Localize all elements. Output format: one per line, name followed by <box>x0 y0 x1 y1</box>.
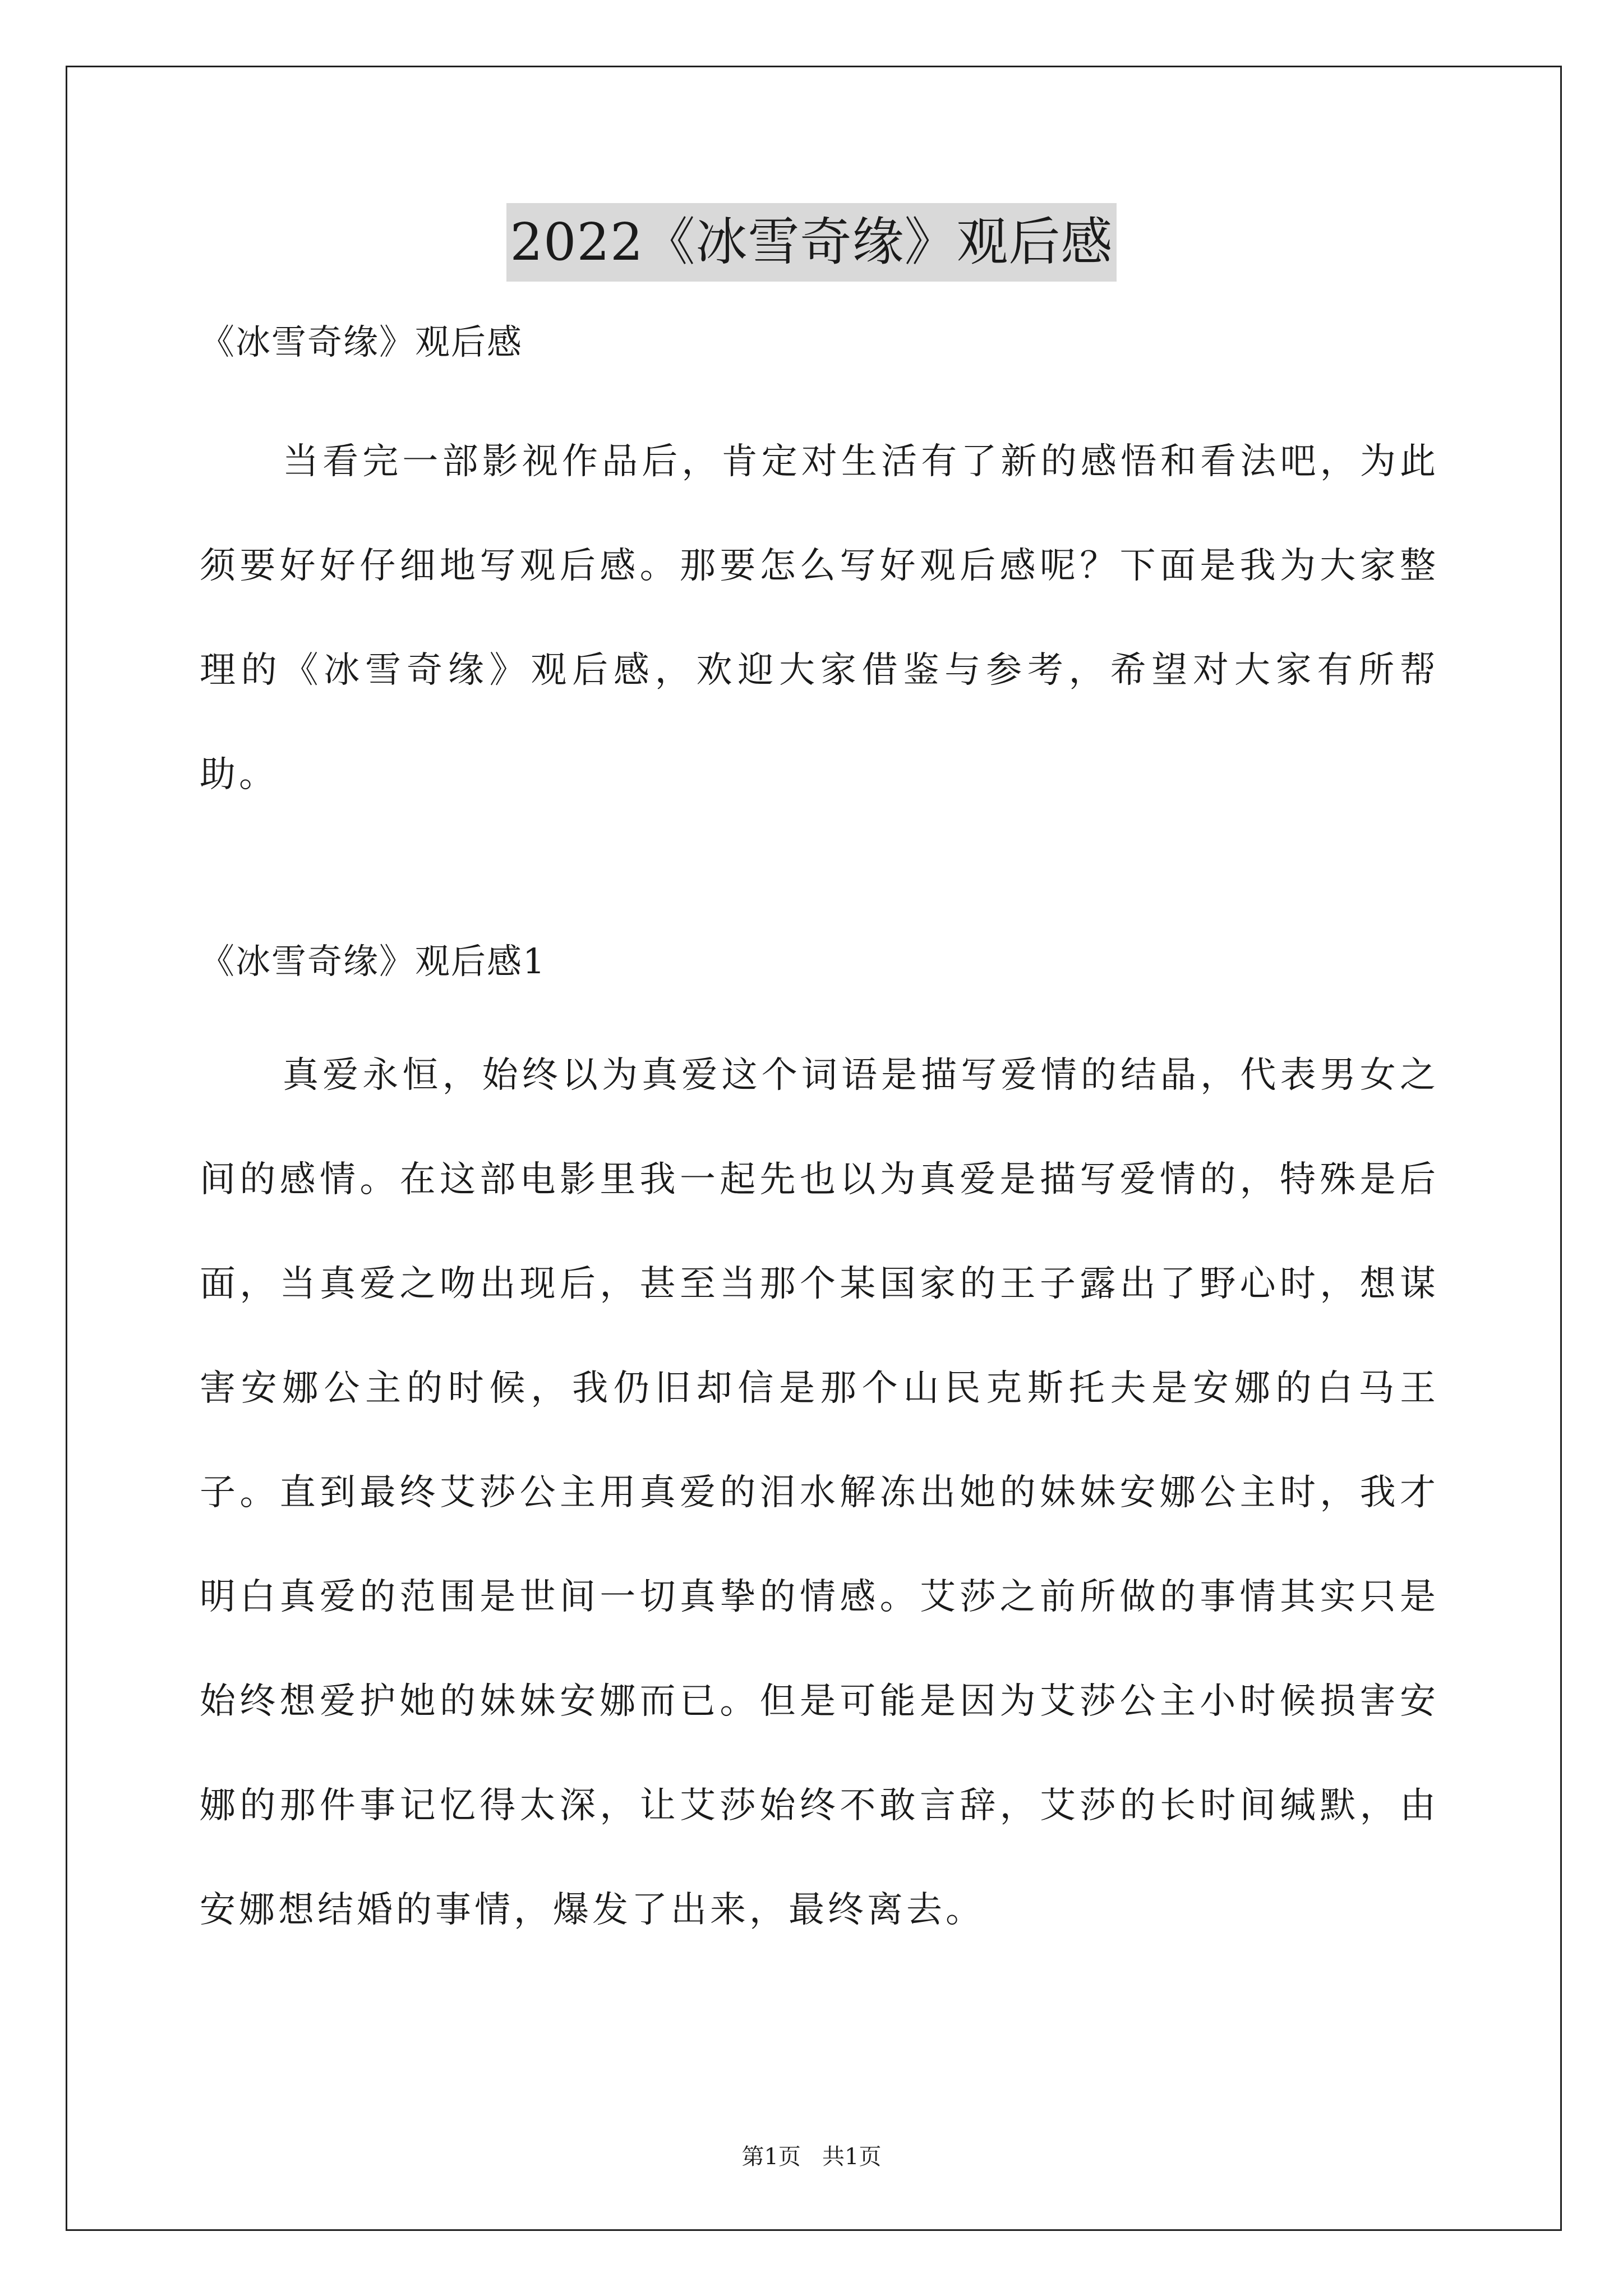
title-container <box>0 203 1623 282</box>
document-title: 2022《冰雪奇缘》观后感 <box>506 203 1116 282</box>
intro-paragraph: 当看完一部影视作品后，肯定对生活有了新的感悟和看法吧，为此须要好好仔细地写观后感。那要怎么写好观后感呢？下面是我为大家整理的《冰雪奇缘》观后感，欢迎大家借鉴与参考，希望对大家有所帮助。 <box>200 441 1439 795</box>
page-footer: 第1页 共1页 <box>741 2144 882 2170</box>
section1-paragraph: 真爱永恒，始终以为真爱这个词语是描写爱情的结晶，代表男女之间的感情。在这部电影里我一起先也以为真爱是描写爱情的，特殊是后面，当真爱之吻出现后，甚至当那个某国家的王子露出了野心时，想谋害安娜公主的时候，我仍旧却信是那个山民克斯托夫是安娜的白马王子。直到最终艾莎公主用真爱的泪水解冻出她的妹妹安娜公主时，我才明白真爱的范围是世间一切真挚的情感。艾莎之前所做的事情其实只是始终想爱护她的妹妹安娜而已。但是可能是因为艾莎公主小时候损害安娜的那件事记忆得太深，让艾莎始终不敢言辞，艾莎的长时间缄默，由安娜想结婚的事情，爆发了出来，最终离去。 <box>200 1055 1439 1931</box>
document-body <box>200 314 1439 1962</box>
section1-heading: 《冰雪奇缘》观后感1 <box>200 941 546 982</box>
intro-heading: 《冰雪奇缘》观后感 <box>200 321 523 362</box>
